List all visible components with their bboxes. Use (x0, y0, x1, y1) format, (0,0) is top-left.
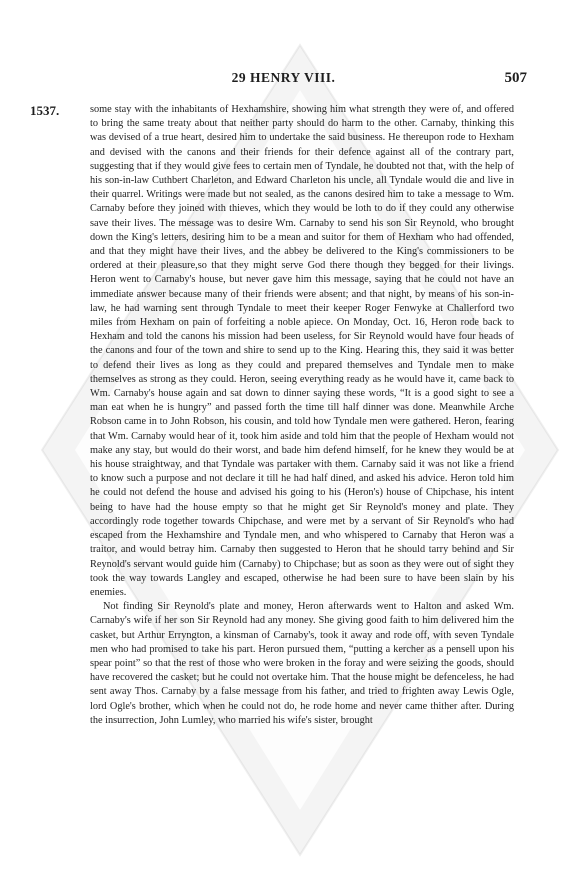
page-number: 507 (504, 70, 527, 86)
paragraph: Not finding Sir Reynold's plate and money, Heron afterwards went to Halton and asked Wm. Carnaby's wife if her son Sir Reynold had any money. She giving good faith to him delivered him the casket, but Arthur Erryngton, a kinsman of Carnaby's, took it away and rode off, with seven Tyndale men who had promised to take his part. Heron pursued them, “putting a kercher as a pensell upon his spear point” so that the rest of those who were broken in the foray and were seizing the goods, should have recovered the casket; but he could not overtake him. That the house might be defenceless, he had sent away Thos. Carnaby by a false message from his father, and tried to frighten away Lewis Ogle, lord Ogle's brother, which when he could not do, he rode home and never came thither after. During the insurrection, John Lumley, who married his wife's sister, brought (90, 601, 514, 726)
page-header (0, 70, 567, 90)
body-text (90, 103, 514, 728)
margin-year: 1537. (30, 103, 60, 118)
paragraph-continued: some stay with the inhabitants of Hexhamshire, showing him what strength they were of, and offered to bring the same treaty about that neither party should do harm to the other. Carnaby, thinking this was devised of a true heart, desired him to undertake the said business. He thereupon rode to Hexham and devised with the canons and their friends for their defence against all of the contrary part, suggesting that if they would give fees to certain men of Tyndale, he doubted not that, with the help of his son-in-law Cuthbert Charleton, and Edward Charleton his uncle, all Tyndale would die and live in their quarrel. Writings were made but not sealed, as the canons desired him to take a message to Wm. Carnaby before they joined with thieves, which they would be loth to do if they could any otherwise save their lives. The message was to desire Wm. Carnaby to send his son Sir Reynold, who brought down the King's letters, desiring him to be a mean and suitor for them of Hexham who had offended, and that they might have their lives, and the abbey be delivered to the King's commissioners to be ordered at their pleasure,so that they might serve God there though they begged for their livings. Heron went to Carnaby's house, but never gave him this message, saying that he could not have an immediate answer because many of their friends were absent; and that night, by means of his son-in-law, he had warning sent through Tyndale to meet their keeper Roger Fenwyke at Challerford two miles from Hexham on pain of forfeiting a noble apiece. On Monday, Oct. 16, Heron rode back to Hexham and told the canons his mission had been useless, for Sir Reynold would have four heads of the canons and four of the town and shire to send up to the King. Hearing this, they said it was better to defend their lives as long as they could and prepared themselves and Tyndale men to make themselves as strong as they could. Heron, seeing everything ready as he would have it, came back to Wm. Carnaby's house again and sat down to dinner saying these words, “It is a good sight to see a man eat when he is hungry” and passed forth the time till half dinner was done. Meanwhile Arche Robson came in to John Robson, his cousin, and told how Tyndale men were gathered. Heron, fearing that Wm. Carnaby would hear of it, took him aside and told him that the people of Hexham would not make any stay, but would do their worst, and bade him defend himself, for he knew they would be at his house straightway, and that Tyndale was partaker with them. Carnaby said it was not like a friend to know such a purpose and not declare it till he had half dined, and asked his advice. Heron told him he could not defend the house and advised his going to his (Heron's) house of Chipchase, his intent being to have had the house empty so that he might get Sir Reynold's money and plate. They accordingly rode together towards Chipchase, and were met by a servant of Sir Reynold's who had escaped from the Hexhamshire and Tyndale men, and who whispered to Carnaby that Heron was a traitor, and would betray him. Carnaby then suggested to Heron that he should tarry behind and Sir Reynold's servant would guide him (Carnaby) to Chipchase; but as soon as they were out of sight they took the way towards Langley and escaped, otherwise he had been sure to have been slain by his enemies. (90, 104, 514, 598)
running-head: 29 HENRY VIII. (231, 70, 336, 85)
